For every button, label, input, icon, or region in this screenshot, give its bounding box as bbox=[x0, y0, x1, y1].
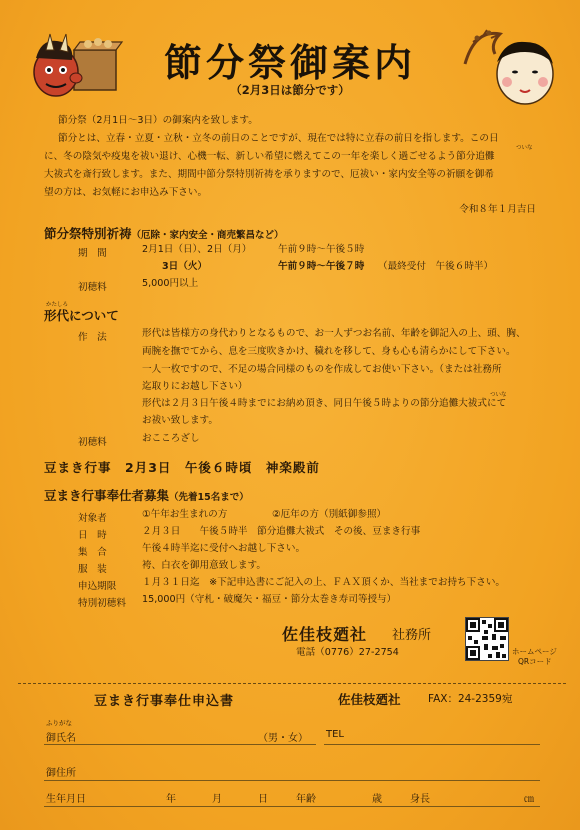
intro-line-5: 望の方は、お気軽にお申込み下さい。 bbox=[44, 187, 208, 198]
qr-caption-2: QRコード bbox=[518, 657, 552, 666]
form-birth-label: 生年月日 bbox=[46, 794, 86, 805]
form-age-label: 年齢 bbox=[296, 794, 316, 805]
hoshi-datetime-label: 日 時 bbox=[78, 530, 107, 541]
katashiro-ruby-tsuina: ついな bbox=[490, 392, 507, 398]
form-name-label: 御氏名 bbox=[46, 733, 76, 744]
katashiro-heading: 形代について bbox=[44, 308, 119, 323]
shrine-name: 佐佳枝廼社 bbox=[282, 625, 368, 644]
form-height-label: 身長 bbox=[410, 794, 430, 805]
kito-fee-label: 初穂料 bbox=[78, 282, 107, 293]
intro-ruby-tsuina: ついな bbox=[516, 145, 533, 151]
hoshi-heading-text: 豆まき行事奉仕者募集 bbox=[44, 488, 170, 503]
hoshi-gather: 午後４時半迄に受付へお越し下さい。 bbox=[142, 543, 306, 554]
cut-line bbox=[18, 683, 566, 684]
page-title: 節分祭御案内 bbox=[163, 40, 416, 85]
katashiro-line-3: 一人一枚ですので、不足の場合同様のものを作成してお使い下さい。（または社務所 bbox=[142, 364, 502, 375]
form-furigana-label: ふりがな bbox=[46, 719, 72, 727]
form-name-field[interactable] bbox=[44, 744, 316, 745]
kito-row1-dates: 2月1日（日）、2日（月） bbox=[142, 244, 252, 255]
intro-line-1: 節分祭（2月1日〜3日）の御案内を致します。 bbox=[58, 115, 258, 126]
page-subtitle: （2月3日は節分です） bbox=[230, 83, 350, 97]
shrine-phone: 電話（0776）27-2754 bbox=[296, 647, 399, 658]
form-tel-field[interactable] bbox=[324, 744, 540, 745]
hoshi-fee-label: 特別初穂料 bbox=[78, 598, 126, 609]
katashiro-line-6: お祓い致します。 bbox=[142, 415, 218, 426]
form-tel-label: TEL bbox=[326, 729, 344, 740]
form-birth-field[interactable] bbox=[44, 806, 540, 807]
hoshi-deadline-label: 申込期限 bbox=[78, 581, 117, 592]
katashiro-line-2: 両腕を撫でてから、息を三度吹きかけ、穢れを移して、身も心も清らかにして下さい。 bbox=[142, 346, 516, 357]
qr-caption-1: ホームページ bbox=[512, 647, 557, 656]
kito-period-label: 期 間 bbox=[78, 248, 107, 259]
intro-date: 令和８年１月吉日 bbox=[459, 204, 536, 215]
form-fax: FAX：24-2359宛 bbox=[428, 693, 513, 705]
katashiro-method-label: 作 法 bbox=[78, 332, 107, 343]
hoshi-heading-note: （先着15名まで） bbox=[169, 492, 249, 503]
hoshi-fee: 15,000円（守札・破魔矢・福豆・節分太巻き寿司等授与） bbox=[142, 594, 397, 605]
hoshi-target-label: 対象者 bbox=[78, 513, 107, 524]
kito-heading bbox=[44, 224, 284, 242]
hoshi-heading bbox=[44, 486, 249, 504]
katashiro-fee-label: 初穂料 bbox=[78, 437, 107, 448]
okame-illustration bbox=[455, 24, 565, 114]
form-address-field[interactable] bbox=[44, 780, 540, 781]
katashiro-fee: おこころざし bbox=[142, 433, 200, 444]
hoshi-deadline: １月３１日迄 ※下記申込書にご記入の上、ＦＡＸ頂くか、当社までお持ち下さい。 bbox=[142, 577, 506, 588]
form-gender-select[interactable]: （男・女） bbox=[258, 733, 308, 744]
hoshi-gather-label: 集 合 bbox=[78, 547, 107, 558]
kito-row2-date: 3日（火） bbox=[162, 261, 208, 272]
kito-fee: 5,000円以上 bbox=[142, 278, 199, 289]
kito-heading-text: 節分祭特別祈祷 bbox=[44, 226, 132, 241]
intro-line-3: に、冬の陰気や疫鬼を祓い退け、心機一転、新しい希望に燃えてこの一年を楽しく過ごせるよう節分追儺 bbox=[44, 151, 495, 162]
form-age-unit: 歳 bbox=[372, 794, 382, 805]
form-shrine: 佐佳枝廼社 bbox=[338, 692, 401, 707]
katashiro-line-5: 形代は２月３日午後４時までにお納め頂き、同日午後５時よりの節分追儺大祓式にて bbox=[142, 398, 507, 409]
shrine-office: 社務所 bbox=[392, 628, 432, 643]
katashiro-ruby: かたしろ bbox=[46, 302, 69, 308]
form-birth-year-unit: 年 bbox=[166, 794, 176, 805]
kito-row1-time: 午前９時〜午後５時 bbox=[278, 244, 365, 255]
katashiro-line-4: 迄取りにお越し下さい） bbox=[142, 381, 248, 392]
mamemaki-event: 豆まき行事 2月3日 午後６時頃 神楽殿前 bbox=[44, 460, 320, 475]
hoshi-target-2: ②厄年の方（別紙御参照） bbox=[272, 509, 387, 520]
homepage-qr-code[interactable] bbox=[465, 617, 509, 661]
form-birth-month-unit: 月 bbox=[212, 794, 222, 805]
hoshi-target-1: ①午年お生まれの方 bbox=[142, 509, 228, 520]
kito-row2-note: （最終受付 午後６時半） bbox=[378, 261, 494, 272]
form-title: 豆まき行事奉仕申込書 bbox=[94, 694, 235, 709]
form-height-unit: ㎝ bbox=[524, 794, 534, 805]
form-birth-day-unit: 日 bbox=[258, 794, 268, 805]
hoshi-dress: 袴、白衣を御用意致します。 bbox=[142, 560, 266, 571]
kito-heading-note: （厄除・家内安全・商売繁昌など） bbox=[131, 230, 284, 241]
intro-line-4: 大祓式を斎行致します。また、期間中節分祭特別祈祷を承りますので、厄祓い・家内安全等の祈願を御希 bbox=[44, 169, 494, 180]
hoshi-dress-label: 服 装 bbox=[78, 564, 107, 575]
katashiro-line-1: 形代は皆様方の身代わりとなるもので、お一人ずつお名前、年齢を御記入の上、頭、胸、 bbox=[142, 328, 526, 339]
intro-line-2: 節分とは、立春・立夏・立秋・立冬の前日のことですが、現在では特に立春の前日を指します。この日 bbox=[58, 133, 499, 144]
form-address-label: 御住所 bbox=[46, 768, 76, 779]
hoshi-datetime: ２月３日 午後５時半 節分追儺大祓式 その後、豆まき行事 bbox=[142, 526, 421, 537]
kito-row2-time: 午前９時〜午後７時 bbox=[278, 261, 365, 272]
oni-illustration bbox=[22, 28, 132, 108]
